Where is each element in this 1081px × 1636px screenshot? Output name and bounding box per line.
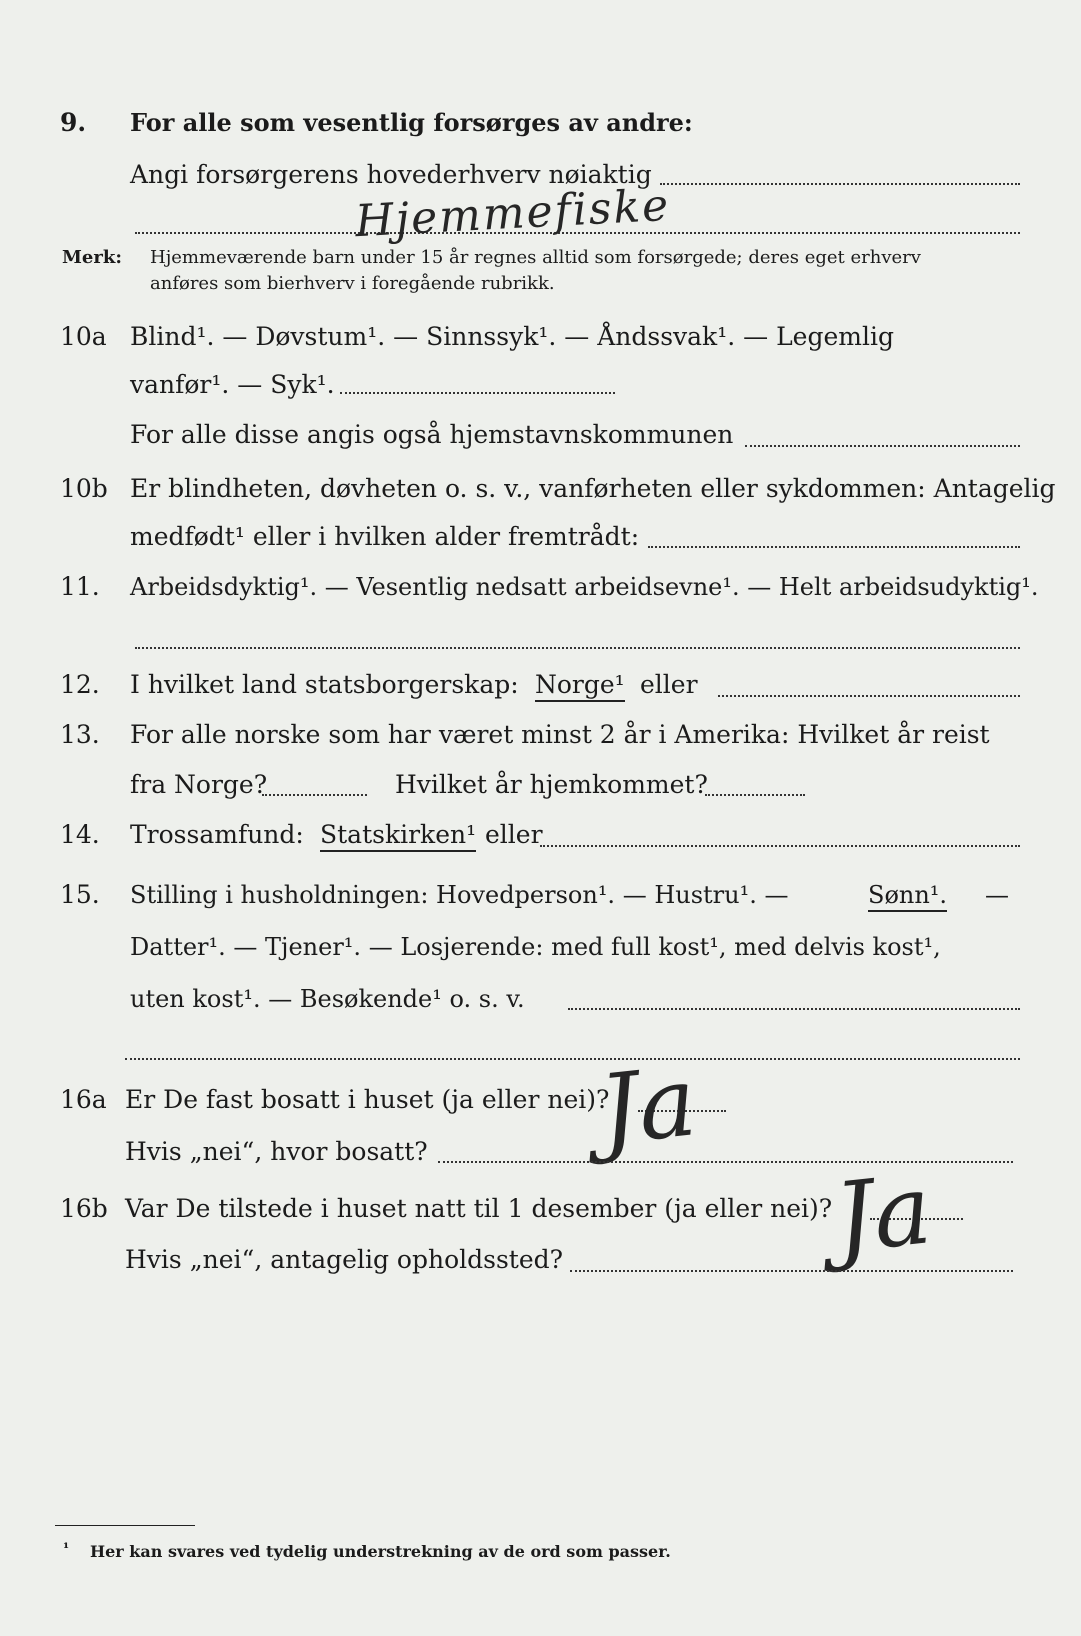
q15-line3: uten kost¹. — Besøkende¹ o. s. v. bbox=[130, 985, 525, 1013]
q10b-line2: medfødt¹ eller i hvilken alder fremtrådt: bbox=[130, 522, 640, 551]
q12-number: 12. bbox=[60, 670, 100, 699]
q16b-line1: Var De tilstede i huset natt til 1 desember (ja eller nei)? bbox=[125, 1194, 833, 1223]
q13-hjemkommet-line[interactable] bbox=[705, 794, 805, 796]
footnote-text: Her kan svares ved tydelig understrekning av de ord som passer. bbox=[90, 1542, 671, 1561]
q10a-number: 10a bbox=[60, 322, 107, 351]
q13-line2a: fra Norge? bbox=[130, 770, 268, 799]
q16b-number: 16b bbox=[60, 1194, 108, 1223]
q13-line2b: Hvilket år hjemkommet? bbox=[395, 770, 708, 799]
q15-line1a: Stilling i husholdningen: Hovedperson¹. — Hustru¹. — bbox=[130, 881, 789, 909]
q11-answer-line[interactable] bbox=[135, 647, 1020, 649]
merk-line1: Hjemmeværende barn under 15 år regnes alltid som forsørgede; deres eget erhverv bbox=[150, 247, 921, 268]
q12-answer-line[interactable] bbox=[718, 695, 1020, 697]
q16a-bosatt-line[interactable] bbox=[438, 1161, 1013, 1163]
merk-line2: anføres som bierhverv i foregående rubrikk. bbox=[150, 273, 555, 294]
q11-number: 11. bbox=[60, 572, 100, 601]
q10a-line1: Blind¹. — Døvstum¹. — Sinnssyk¹. — Åndssvak¹. — Legemlig bbox=[130, 322, 894, 351]
q15-line1b: — bbox=[985, 881, 1009, 909]
q13-reist-line[interactable] bbox=[262, 794, 367, 796]
q16a-handwritten-answer: Ja bbox=[594, 1045, 702, 1167]
q15-answer-line-2[interactable] bbox=[125, 1058, 1020, 1060]
q12-choice-norge[interactable]: Norge¹ bbox=[535, 670, 625, 702]
q9-line1: Angi forsørgerens hovederhverv nøiaktig bbox=[130, 160, 652, 189]
q10a-line3: For alle disse angis også hjemstavnskommunen bbox=[130, 420, 734, 449]
footnote-rule bbox=[55, 1525, 195, 1526]
q15-choice-sonn[interactable]: Sønn¹. bbox=[868, 880, 947, 912]
q9-answer-line-1[interactable] bbox=[660, 183, 1020, 185]
merk-label: Merk: bbox=[62, 247, 122, 268]
q11-line1: Arbeidsdyktig¹. — Vesentlig nedsatt arbeidsevne¹. — Helt arbeidsudyktig¹. bbox=[130, 573, 1039, 601]
q16b-line2: Hvis „nei“, antagelig opholdssted? bbox=[125, 1245, 564, 1274]
q16a-number: 16a bbox=[60, 1085, 107, 1114]
q12-post: eller bbox=[640, 670, 698, 699]
q10a-line2: vanfør¹. — Syk¹. bbox=[130, 370, 335, 399]
q15-answer-line-1[interactable] bbox=[568, 1008, 1020, 1010]
q12-pre: I hvilket land statsborgerskap: bbox=[130, 670, 519, 699]
q14-post: eller bbox=[485, 820, 543, 849]
q9-title: For alle som vesentlig forsørges av andre: bbox=[130, 108, 693, 137]
q9-handwritten-answer: Hjemmefiske bbox=[353, 179, 672, 248]
q14-answer-line[interactable] bbox=[540, 845, 1020, 847]
footnote-mark: ¹ bbox=[63, 1541, 70, 1557]
q10a-kommune-line[interactable] bbox=[745, 445, 1020, 447]
q13-line1: For alle norske som har været minst 2 år i Amerika: Hvilket år reist bbox=[130, 720, 990, 749]
q16a-line2: Hvis „nei“, hvor bosatt? bbox=[125, 1137, 428, 1166]
q10b-line1: Er blindheten, døvheten o. s. v., vanførheten eller sykdommen: Antagelig bbox=[130, 474, 1056, 503]
q15-number: 15. bbox=[60, 880, 100, 909]
q14-choice-statskirken[interactable]: Statskirken¹ bbox=[320, 820, 476, 852]
q16b-opholdssted-line[interactable] bbox=[570, 1270, 1013, 1272]
q16b-handwritten-answer: Ja bbox=[829, 1153, 937, 1275]
q14-number: 14. bbox=[60, 820, 100, 849]
q16a-line1: Er De fast bosatt i huset (ja eller nei)? bbox=[125, 1085, 610, 1114]
q13-number: 13. bbox=[60, 720, 100, 749]
q10a-syk-line[interactable] bbox=[340, 392, 615, 394]
q15-line2: Datter¹. — Tjener¹. — Losjerende: med full kost¹, med delvis kost¹, bbox=[130, 933, 941, 961]
q9-number: 9. bbox=[60, 108, 87, 137]
q10b-number: 10b bbox=[60, 474, 108, 503]
q10b-answer-line[interactable] bbox=[648, 546, 1020, 548]
q14-pre: Trossamfund: bbox=[130, 820, 304, 849]
